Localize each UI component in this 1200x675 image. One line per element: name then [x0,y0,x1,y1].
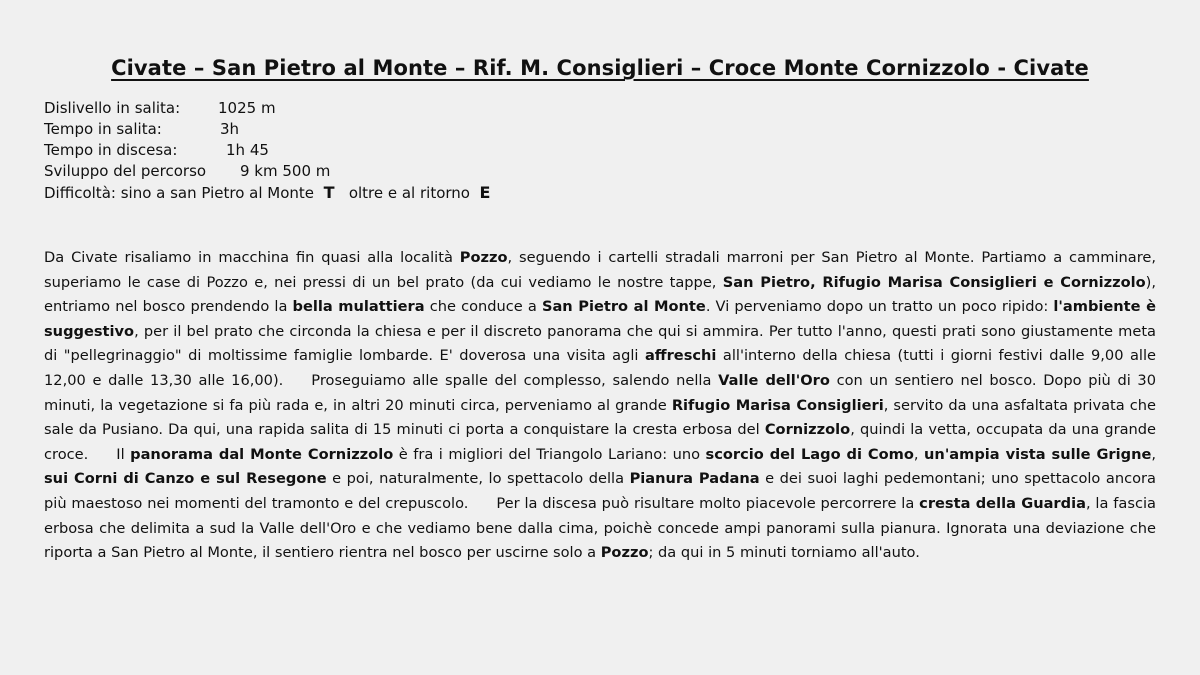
description-text: , [913,445,925,463]
stat-difficulty [44,182,490,204]
highlight-text: sui Corni di Canzo e sul Resegone [44,470,327,488]
stat-label: Tempo in salita: [44,120,162,138]
highlight-text: San Pietro, Rifugio Marisa Consiglieri e Cornizzolo [722,273,1146,291]
stat-value: 3h [220,120,240,138]
route-description [44,246,1156,566]
description-text: e dei suoi laghi pedemontani; uno spettacolo ancora più maestoso nei momenti del tramonto e del crepuscolo. [44,470,1156,512]
difficulty-label: Difficoltà: sino a san Pietro al Monte [44,184,315,202]
stat-elevation-gain [44,98,490,119]
highlight-text: Pianura Padana [629,470,760,488]
description-text: , quindi la vetta, occupata da una grande croce. [44,421,1156,463]
stat-value: 9 km 500 m [240,162,331,180]
description-text: che conduce a [424,298,542,316]
description-text: Da Civate risaliamo in macchina fin quasi alla località [44,249,460,266]
difficulty-grade-ascent: T [323,183,335,202]
highlight-text: l'ambiente è suggestivo [44,298,1157,340]
description-text: è fra i migliori del Triangolo Lariano: uno [393,445,706,463]
route-stats [44,98,490,204]
description-text: Proseguiamo alle spalle del complesso, salendo nella [311,371,719,389]
description-text: ; da qui in 5 minuti torniamo all'auto. [648,544,920,562]
highlight-text: Cornizzolo [764,421,851,439]
description-text: , [1151,445,1157,463]
highlight-text: Pozzo [459,249,508,266]
highlight-text: un'ampia vista sulle Grigne [924,445,1152,463]
stat-value: 1h 45 [226,141,269,159]
description-text: , servito da una asfaltata privata che sale da Pusiano. Da qui, una rapida salita di 15 minuti ci porta a conquistare la cresta erbosa del [44,396,1156,439]
description-text: , la fascia erbosa che delimita a sud la Valle dell'Oro e che vediamo bene dalla cima, poichè concede ampi panorami sulla pianura. Ignorata una deviazione che riporta a San Pietro al Monte, il sentiero rientra nel bosco per uscirne solo a [44,494,1156,562]
highlight-text: panorama dal Monte Cornizzolo [130,445,394,463]
highlight-text: affreschi [644,347,717,365]
stat-label: Sviluppo del percorso [44,162,207,180]
stat-descent-time [44,140,490,161]
highlight-text: cresta della Guardia [919,494,1086,512]
description-text: e poi, naturalmente, lo spettacolo della [326,470,630,488]
difficulty-grade-return: E [479,183,491,202]
description-text: Il [116,445,131,463]
highlight-text: scorcio del Lago di Como [705,445,914,463]
stat-route-length [44,161,490,182]
description-text: , seguendo i cartelli stradali marroni per San Pietro al Monte. Partiamo a camminare, superiamo le case di Pozzo e, nei pressi di un bel prato (da cui vediamo le nostre tappe, [44,249,1156,291]
description-text: , per il bel prato che circonda la chiesa e per il discreto panorama che qui si ammira. Per tutto l'anno, questi prati sono giustamente meta di "pellegrinaggio" di moltissime famiglie lombarde. E' doverosa una visita agli [44,322,1156,365]
stat-label: Dislivello in salita: [44,99,181,117]
description-text: con un sentiero nel bosco. Dopo più di 30 minuti, la vegetazione si fa più rada e, in altri 20 minuti circa, perveniamo al grande [44,371,1156,414]
description-text: . Vi perveniamo dopo un tratto un poco ripido: [705,298,1054,316]
stat-ascent-time [44,119,490,140]
highlight-text: San Pietro al Monte [541,298,706,316]
difficulty-middle: oltre e al ritorno [348,184,470,202]
highlight-text: Pozzo [600,544,649,562]
highlight-text: bella mulattiera [292,298,425,316]
description-text: all'interno della chiesa (tutti i giorni festivi dalle 9,00 alle 12,00 e dalle 13,30 alle 16,00). [44,347,1156,389]
description-text: ), entriamo nel bosco prendendo la [44,273,1156,316]
stat-label: Tempo in discesa: [44,141,178,159]
description-text: Per la discesa può risultare molto piacevole percorrere la [496,494,920,512]
highlight-text: Rifugio Marisa Consiglieri [671,396,884,414]
stat-value: 1025 m [218,99,276,117]
route-title: Civate – San Pietro al Monte – Rif. M. Consiglieri – Croce Monte Cornizzolo - Civate [111,56,1089,80]
highlight-text: Valle dell'Oro [718,371,830,389]
